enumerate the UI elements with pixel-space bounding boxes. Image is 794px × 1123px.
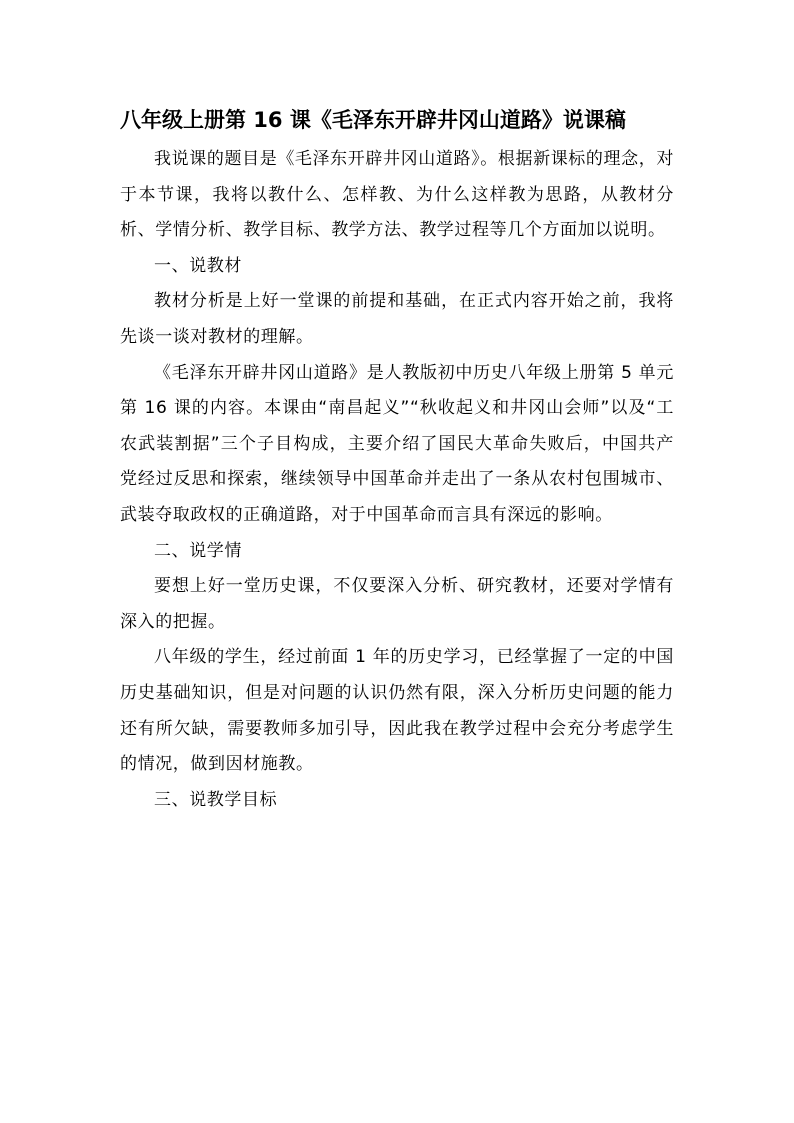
paragraph-students-intro: 要想上好一堂历史课，不仅要深入分析、研究教材，还要对学情有深入的把握。 [120,576,674,632]
paragraph-lesson-content: 《毛泽东开辟井冈山道路》是人教版初中历史八年级上册第 5 单元第 16 课的内容。本课由“南昌起义”“秋收起义和井冈山会师”以及“工农武装割据”三个子目构成，主要介绍了国民大革命失败后，中国共产党经过反思和探索，继续领导中国革命并走出了一条从农村包围城市、武装夺取政权的正确道路，对于中国革命而言具有深远的影响。 [120,362,674,525]
document-page [120,100,674,818]
document-title: 八年级上册第 16 课《毛泽东开辟井冈山道路》说课稿 [120,108,626,132]
section-heading-textbook: 一、说教材 [154,255,242,276]
section-heading-objectives: 三、说教学目标 [154,789,278,810]
section-heading-students: 二、说学情 [154,540,242,561]
paragraph-textbook-analysis: 教材分析是上好一堂课的前提和基础，在正式内容开始之前，我将先谈一谈对教材的理解。 [120,291,674,347]
document-body [120,142,674,818]
paragraph-students-analysis: 八年级的学生，经过前面 1 年的历史学习，已经掌握了一定的中国历史基础知识，但是对问题的认识仍然有限，深入分析历史问题的能力还有所欠缺，需要教师多加引导，因此我在教学过程中会充分考虑学生的情况，做到因材施教。 [120,647,674,775]
paragraph-intro: 我说课的题目是《毛泽东开辟井冈山道路》。根据新课标的理念，对于本节课，我将以教什么、怎样教、为什么这样教为思路，从教材分析、学情分析、教学目标、教学方法、教学过程等几个方面加以说明。 [120,149,674,241]
